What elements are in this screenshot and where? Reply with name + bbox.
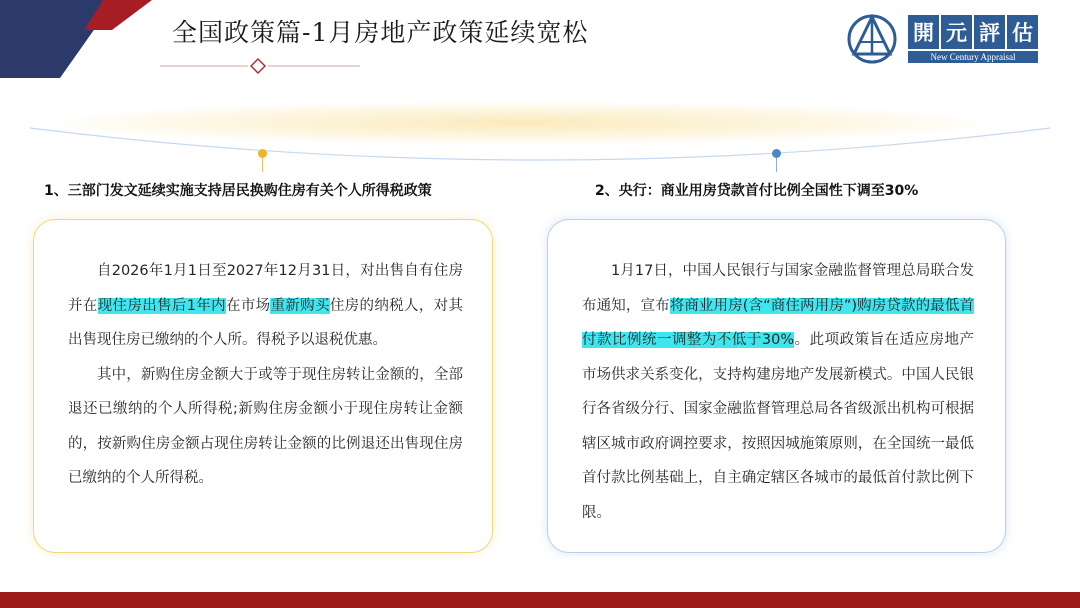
timeline-dot-gold — [258, 149, 267, 158]
text-run: 在市场 — [225, 297, 271, 314]
highlighted-text: 重新购买 — [270, 297, 330, 314]
triangle-circle-logo-icon — [846, 12, 898, 64]
logo-char: 開 — [908, 15, 939, 49]
corner-decoration — [0, 0, 170, 78]
timeline-dot-blue — [772, 149, 781, 158]
company-logo — [846, 12, 1046, 70]
section-heading-tax-policy: 1、三部门发文延续实施支持居民换购住房有关个人所得税政策 — [44, 183, 432, 199]
text-run: 住房的纳税人，对其出售现住房已缴纳的个人所。得税予以退税优惠。 — [68, 297, 464, 348]
commercial-loan-card — [547, 219, 1006, 553]
diamond-icon — [251, 59, 265, 73]
paragraph — [68, 254, 463, 358]
decorative-arc — [30, 100, 1050, 170]
paragraph — [582, 254, 974, 530]
card-body — [68, 254, 463, 496]
logo-char: 元 — [941, 15, 972, 49]
connector-line — [776, 158, 777, 172]
logo-char: 評 — [974, 15, 1005, 49]
highlighted-text: 将商业用房(含“商住两用房”)购房贷款的最低首付款比例统一调整为不低于30% — [582, 297, 974, 348]
text-run: 。此项政策旨在适应房地产市场供求关系变化，支持构建房地产发展新模式。中国人民银行各省级分行、国家金融监督管理总局各省级派出机构可根据辖区城市政府调控要求，按照因城施策原则，在全国统一最低首付款比例基础上，自主确定辖区各城市的最低首付款比例下限。 — [582, 332, 975, 521]
card-body — [582, 254, 974, 530]
text-run: 自2026年1月1日至2027年12月31日，对出售自有住房并在 — [68, 263, 463, 314]
logo-char: 估 — [1007, 15, 1038, 49]
highlighted-text: 现住房出售后1年内 — [97, 297, 226, 314]
text-run: 1月17日，中国人民银行与国家金融监督管理总局联合发布通知，宣布 — [582, 263, 974, 314]
section-heading-commercial-loan: 2、央行：商业用房贷款首付比例全国性下调至30% — [595, 183, 919, 199]
title-diamond-divider — [160, 58, 360, 74]
logo-chinese-name — [908, 15, 1038, 49]
connector-line — [262, 158, 263, 172]
footer-bar — [0, 592, 1080, 608]
logo-english-name: New Century Appraisal — [908, 51, 1038, 63]
tax-policy-card — [33, 219, 493, 553]
paragraph: 其中，新购住房金额大于或等于现住房转让金额的，全部退还已缴纳的个人所得税;新购住房金额小于现住房转让金额的，按新购住房金额占现住房转让金额的比例退还出售现住房已缴纳的个人所得税。 — [68, 366, 463, 486]
page-title: 全国政策篇-1月房地产政策延续宽松 — [172, 18, 589, 47]
